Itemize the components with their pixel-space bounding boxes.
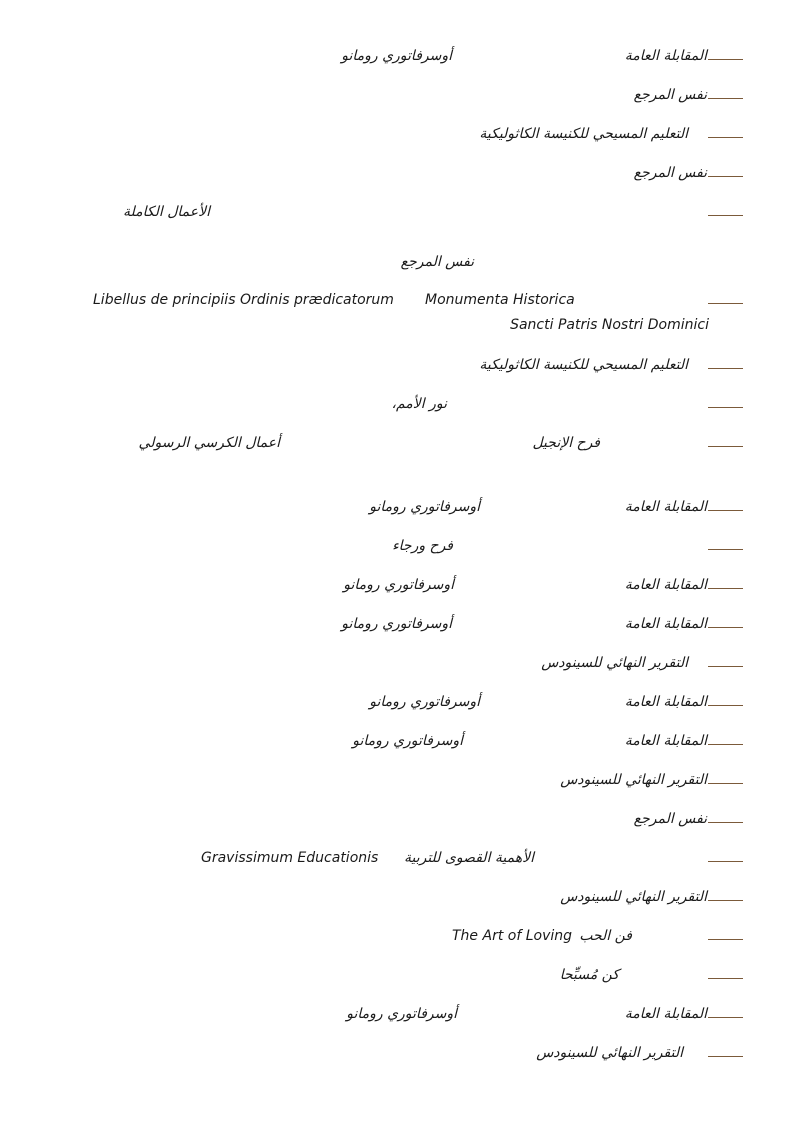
footnote-source: أوسرفاتوري رومانو	[352, 733, 463, 749]
footnote-mark	[708, 588, 743, 589]
footnote-line	[0, 497, 793, 517]
footnote-mark	[708, 705, 743, 706]
footnote-mark	[708, 861, 743, 862]
footnote-line	[0, 692, 793, 712]
footnote-title: التعليم المسيحي للكنيسة الكاثوليكية	[479, 357, 688, 373]
footnote-source: Libellus de principiis Ordinis prædicatorum	[93, 292, 394, 308]
footnote-title: المقابلة العامة	[624, 694, 707, 710]
footnote-mark	[708, 978, 743, 979]
footnote-title: نور الأمم،	[391, 396, 447, 412]
footnote-line	[0, 85, 793, 105]
footnote-title: التعليم المسيحي للكنيسة الكاثوليكية	[479, 126, 688, 142]
footnote-line	[0, 46, 793, 66]
footnote-mark	[708, 900, 743, 901]
footnote-line	[0, 433, 793, 453]
footnote-line	[0, 965, 793, 985]
footnote-title: كن مُسبِّحا	[559, 967, 619, 983]
footnote-mark	[708, 215, 743, 216]
footnote-line	[0, 290, 793, 310]
footnote-line	[0, 770, 793, 790]
footnote-line	[0, 848, 793, 868]
footnote-source: أوسرفاتوري رومانو	[369, 694, 480, 710]
footnote-source: الأعمال الكاملة	[122, 204, 210, 220]
footnote-continuation	[0, 315, 793, 335]
footnote-title: نفس المرجع	[633, 87, 707, 103]
footnote-mark	[708, 368, 743, 369]
footnote-line	[0, 394, 793, 414]
footnote-source: أوسرفاتوري رومانو	[343, 577, 454, 593]
footnote-source: أعمال الكرسي الرسولي	[138, 435, 280, 451]
footnote-title: التقرير النهائي للسينودس	[560, 889, 707, 905]
footnote-line	[0, 614, 793, 634]
footnote-line	[0, 731, 793, 751]
footnote-source: أوسرفاتوري رومانو	[341, 48, 452, 64]
footnote-title: التقرير النهائي للسينودس	[541, 655, 688, 671]
footnote-title: المقابلة العامة	[624, 499, 707, 515]
footnote-source: Gravissimum Educationis	[201, 850, 379, 866]
footnote-mark	[708, 744, 743, 745]
footnote-mark	[708, 510, 743, 511]
footnote-title: نفس المرجع	[633, 811, 707, 827]
footnote-line	[0, 124, 793, 144]
footnote-mark	[708, 549, 743, 550]
footnote-line	[0, 809, 793, 829]
footnote-mark	[708, 822, 743, 823]
footnote-title: المقابلة العامة	[624, 48, 707, 64]
footnote-line	[0, 202, 793, 222]
footnote-mark	[708, 98, 743, 99]
footnote-line	[0, 1043, 793, 1063]
footnote-line	[0, 887, 793, 907]
footnote-line	[0, 355, 793, 375]
footnote-mark	[708, 59, 743, 60]
footnote-mark	[708, 939, 743, 940]
footnote-title: المقابلة العامة	[624, 577, 707, 593]
footnote-mark	[708, 627, 743, 628]
footnote-title: المقابلة العامة	[624, 733, 707, 749]
footnote-continuation-text: Sancti Patris Nostri Dominici	[510, 317, 709, 333]
footnote-mark	[708, 407, 743, 408]
footnote-source: أوسرفاتوري رومانو	[369, 499, 480, 515]
footnote-mark	[708, 176, 743, 177]
footnote-line	[0, 1004, 793, 1024]
footnote-title: فرح الإنجيل	[532, 435, 600, 451]
footnote-mark	[708, 1056, 743, 1057]
footnote-continuation	[0, 252, 793, 272]
footnote-title: فرح ورجاء	[392, 538, 453, 554]
footnote-title: التقرير النهائي للسينودس	[536, 1045, 683, 1061]
footnote-title: نفس المرجع	[633, 165, 707, 181]
footnote-title: الأهمية القصوى للتربية	[403, 850, 534, 866]
footnote-mark	[708, 303, 743, 304]
footnote-mark	[708, 783, 743, 784]
footnote-line	[0, 163, 793, 183]
footnote-line	[0, 536, 793, 556]
footnote-mark	[708, 666, 743, 667]
footnote-title: المقابلة العامة	[624, 1006, 707, 1022]
footnote-line	[0, 926, 793, 946]
footnote-continuation-text: نفس المرجع	[400, 254, 474, 270]
footnote-title: Monumenta Historica	[425, 292, 575, 308]
footnote-title: فن الحب	[579, 928, 632, 944]
footnote-source: أوسرفاتوري رومانو	[341, 616, 452, 632]
footnote-source: أوسرفاتوري رومانو	[346, 1006, 457, 1022]
footnote-line	[0, 575, 793, 595]
footnote-mark	[708, 446, 743, 447]
footnote-mark	[708, 137, 743, 138]
footnote-title: المقابلة العامة	[624, 616, 707, 632]
footnote-title: التقرير النهائي للسينودس	[560, 772, 707, 788]
footnote-mark	[708, 1017, 743, 1018]
footnote-source: The Art of Loving	[452, 928, 573, 944]
footnote-line	[0, 653, 793, 673]
